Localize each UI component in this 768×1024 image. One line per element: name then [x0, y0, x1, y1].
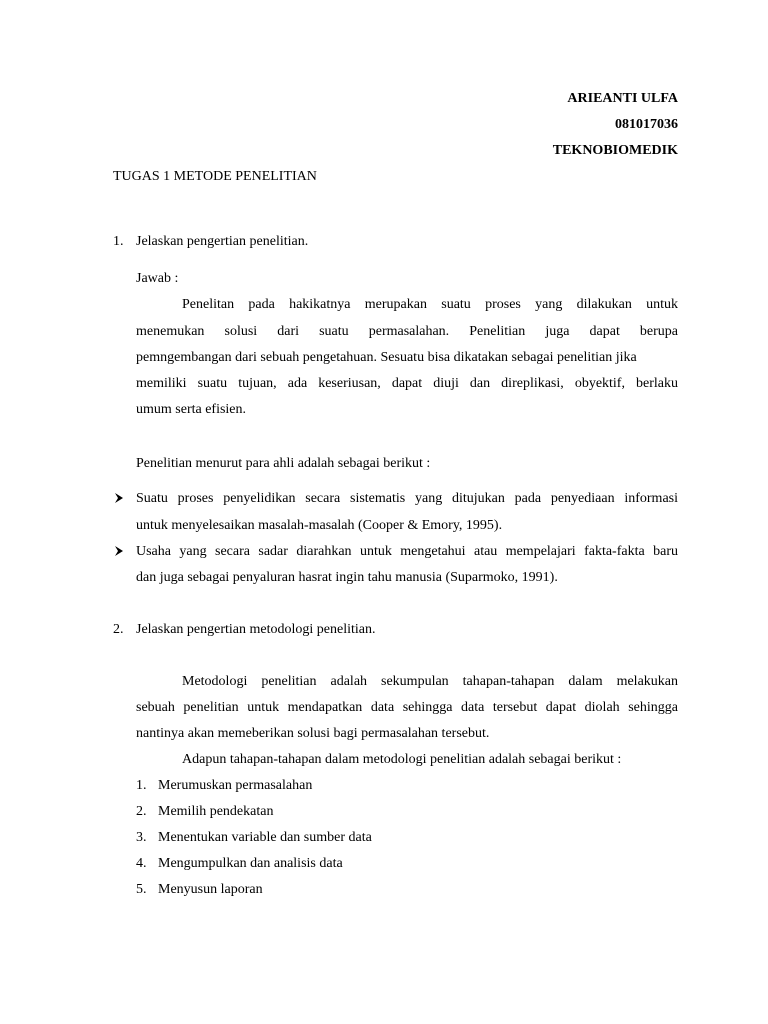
q2-number: 2. [113, 622, 124, 637]
q1-answer-label: Jawab : [136, 271, 179, 286]
q1-para-line-3: pemngembangan dari sebuah pengetahuan. Sesuatu bisa dikatakan sebagai penelitian jika [136, 350, 637, 365]
author-name: ARIEANTI ULFA [567, 91, 678, 106]
arrowhead-bullet-icon [114, 545, 124, 557]
q1-number: 1. [113, 234, 124, 249]
q2-question: Jelaskan pengertian metodologi penelitian. [136, 622, 376, 637]
stage-text: Menyusun laporan [158, 882, 263, 897]
q1-bullet-1-line-1: Suatu proses penyelidikan secara sistematis yang ditujukan pada penyediaan informasi [136, 491, 678, 506]
q1-question: Jelaskan pengertian penelitian. [136, 234, 309, 249]
author-id: 081017036 [615, 117, 678, 132]
document-title: TUGAS 1 METODE PENELITIAN [113, 169, 317, 184]
q2-para-line-1: Metodologi penelitian adalah sekumpulan tahapan-tahapan dalam melakukan [182, 674, 678, 689]
stage-number: 5. [136, 882, 147, 897]
q1-para-line-2: menemukan solusi dari suatu permasalahan. Penelitian juga dapat berupa [136, 324, 678, 339]
arrowhead-bullet-icon [114, 492, 124, 504]
q1-para-line-1: Penelitan pada hakikatnya merupakan suatu proses yang dilakukan untuk [182, 297, 678, 312]
q1-bullet-1-line-2: untuk menyelesaikan masalah-masalah (Cooper & Emory, 1995). [136, 518, 503, 533]
q1-bullet-2-line-1: Usaha yang secara sadar diarahkan untuk mengetahui atau mempelajari fakta-fakta baru [136, 544, 678, 559]
stage-number: 3. [136, 830, 147, 845]
q1-experts-intro: Penelitian menurut para ahli adalah sebagai berikut : [136, 456, 431, 471]
stage-text: Mengumpulkan dan analisis data [158, 856, 343, 871]
author-program: TEKNOBIOMEDIK [552, 143, 678, 158]
stage-number: 2. [136, 804, 147, 819]
q1-para-line-5: umum serta efisien. [136, 402, 247, 417]
q2-stages-intro: Adapun tahapan-tahapan dalam metodologi penelitian adalah sebagai berikut : [182, 752, 622, 767]
q2-para-line-2: sebuah penelitian untuk mendapatkan data sehingga data tersebut dapat diolah sehingga [136, 700, 678, 715]
stage-text: Merumuskan permasalahan [158, 778, 313, 793]
stage-number: 4. [136, 856, 147, 871]
q1-bullet-2-line-2: dan juga sebagai penyaluran hasrat ingin tahu manusia (Suparmoko, 1991). [136, 570, 558, 585]
q1-para-line-4: memiliki suatu tujuan, ada keseriusan, dapat diuji dan direplikasi, obyektif, berlaku [136, 376, 678, 391]
stage-text: Memilih pendekatan [158, 804, 274, 819]
q2-para-line-3: nantinya akan memeberikan solusi bagi permasalahan tersebut. [136, 726, 490, 741]
stage-text: Menentukan variable dan sumber data [158, 830, 372, 845]
stage-number: 1. [136, 778, 147, 793]
